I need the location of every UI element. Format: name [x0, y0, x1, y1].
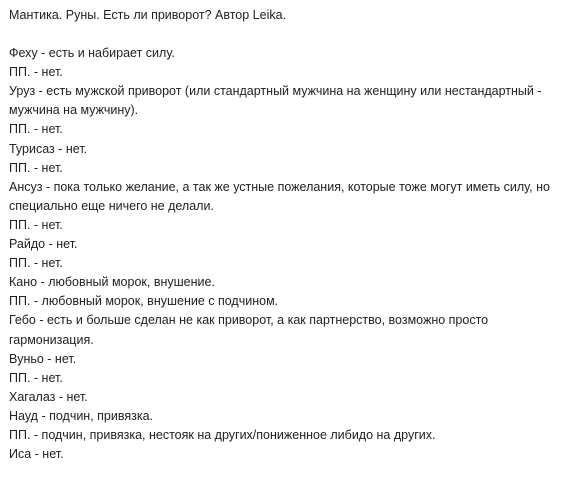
text-line: ПП. - нет. [9, 122, 63, 137]
text-line: Уруз - есть мужской приворот (или стандартный мужчина на женщину или нестандартный - мужчина на мужчину). [9, 84, 542, 118]
text-line: ПП. - нет. [9, 217, 63, 232]
text-line: ПП. - нет. [9, 256, 63, 271]
text-line: ПП. - подчин, привязка, нестояк на других/пониженное либидо на других. [9, 427, 436, 442]
text-line: ПП. - нет. [9, 65, 63, 80]
text-line: Иса - нет. [9, 447, 64, 462]
text-line: Вуньо - нет. [9, 351, 77, 366]
text-line: Райдо - нет. [9, 237, 78, 252]
text-line: Турисаз - нет. [9, 141, 88, 156]
text-line: Кано - любовный морок, внушение. [9, 275, 215, 290]
text-line: Гебо - есть и больше сделан не как приворот, а как партнерство, возможно просто гармонизация. [9, 313, 489, 347]
text-line: Науд - подчин, привязка. [9, 408, 154, 423]
text-line: Феху - есть и набирает силу. [9, 46, 175, 61]
text-line: Ансуз - пока только желание, а так же устные пожелания, которые тоже могут иметь силу, но специально еще ничего не делали. [9, 179, 550, 213]
document-title: Мантика. Руны. Есть ли приворот? Автор Leika. [9, 8, 287, 22]
text-line: ПП. - любовный морок, внушение с подчином. [9, 294, 279, 309]
document-body [9, 6, 557, 464]
text-line: ПП. - нет. [9, 160, 63, 175]
text-line: ПП. - нет. [9, 370, 63, 385]
text-line: Хагалаз - нет. [9, 389, 88, 404]
